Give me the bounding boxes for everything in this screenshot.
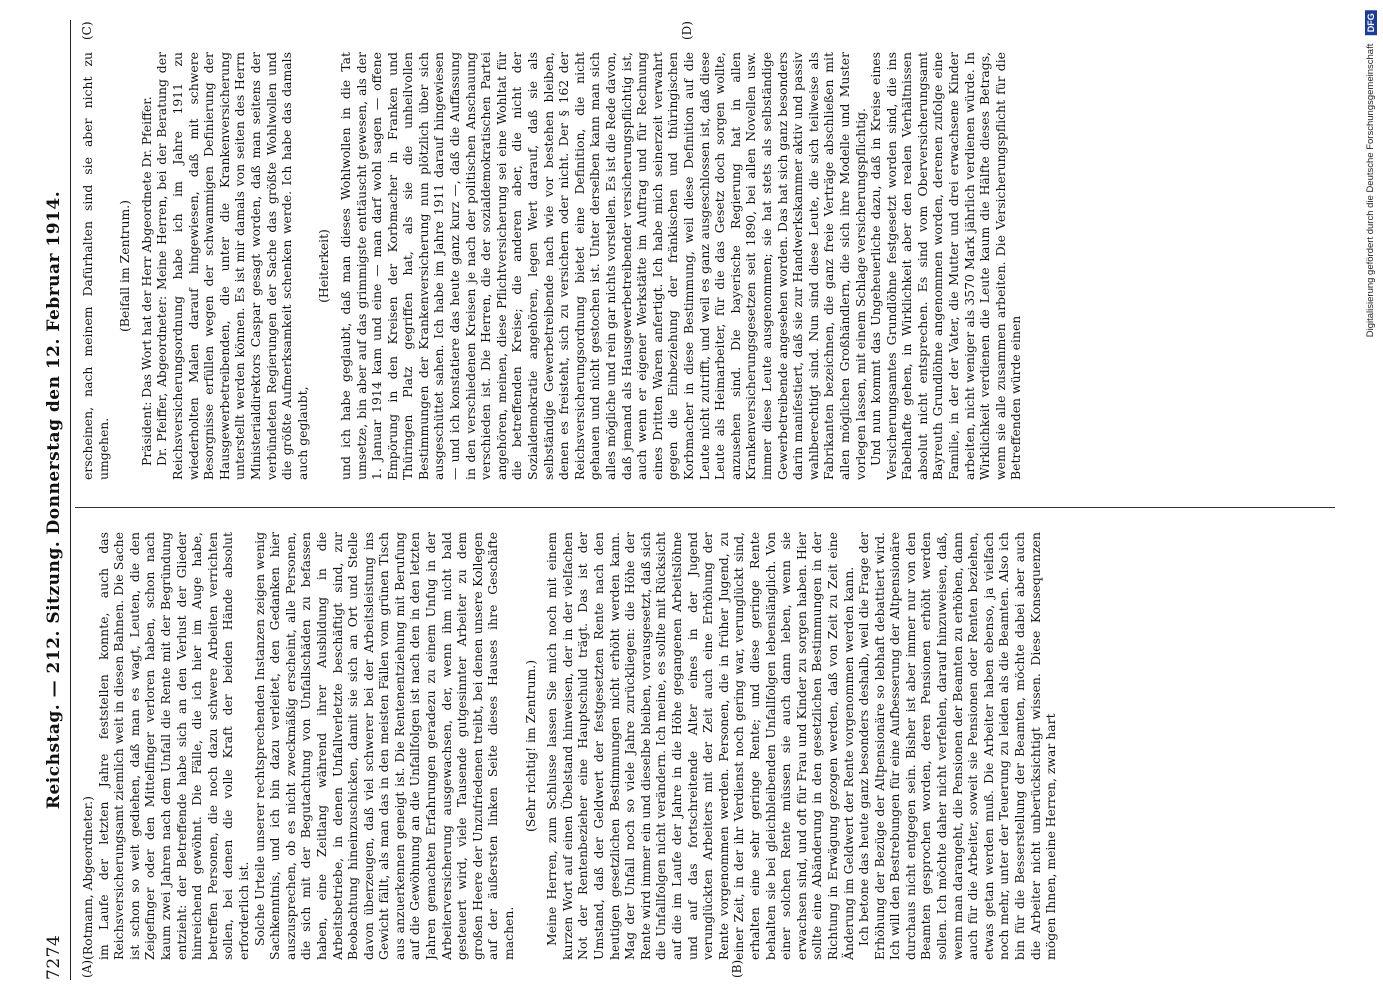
margin-marker-a: (A): [80, 959, 94, 978]
paragraph: Meine Herren, zum Schlusse lassen Sie mich noch mit einem kurzen Wort auf einen Übelstand hinweisen, der in der vielfachen Not der Rentenbezieher eine Hauptschuld trägt. Das ist der Umstand, daß der Geldwert der festgesetzten Rente nach den heutigen gesetzlichen Bestimmungen nicht erhöht werden kann. Mag der Unfall noch so viele Jahre zurückliegen: die Höhe der Rente wird immer ein und dieselbe bleiben, vorausgesetzt, daß sich die Unfallfolgen nicht verändern. Ich meine, es sollte mit Rücksicht auf die im Laufe der Jahre in die Höhe gegangenen Arbeitslöhne und auf das fortschreitende Alter eines in der Jugend verunglückten Arbeiters mit der Zeit auch eine Erhöhung der Rente vorgenommen werden. Personen, die in früher Jugend, zu einer Zeit, in der ihr Verdienst noch gering war, verunglückt sind, erhalten eine sehr geringe Rente; und diese geringe Rente behalten sie bei gleichbleibenden Unfallfolgen lebenslänglich. Von einer solchen Rente müssen sie auch dann leben, wenn sie erwachsen sind, und oft für Frau und Kinder zu sorgen haben. Hier sollte eine Abänderung in den gesetzlichen Bestimmungen in der Richtung in Erwägung gezogen werden, daß von Zeit zu Zeit eine Änderung im Geldwert der Rente vorgenommen werden kann.: [544, 532, 856, 960]
right-column: [80, 52, 1335, 480]
paragraph: Ich betone das heute ganz besonders deshalb, weil die Frage der Erhöhung der Bezüge der Altpensionäre so lebhaft debattiert wird. Ich will den Bestrebungen für eine Aufbesserung der Altpensionäre durchaus nicht entgegen sein. Bisher ist aber immer nur von den Beamten gesprochen worden, deren Pensionen erhöht werden sollen. Ich möchte daher nicht verfehlen, darauf hinzuweisen, daß, wenn man darangeht, die Pensionen der Beamten zu erhöhen, dann auch für die Arbeiter, soweit sie Pensionen oder Renten beziehen, etwas getan werden muß. Die Arbeiter haben ebenso, ja vielfach noch mehr, unter der Teuerung zu leiden als die Beamten. Also ich bin für die Besserstellung der Beamten, möchte dabei aber auch die Arbeiter nicht unberücksichtigt wissen. Diese Konsequenzen mögen Ihnen, meine Herren, zwar hart: [856, 532, 1059, 960]
margin-marker-b: (B): [730, 959, 744, 978]
credit-text: Digitalisierung gefördert durch die Deutsche Forschungsgemeinschaft: [1365, 43, 1376, 338]
dfg-logo: DFG: [1365, 10, 1377, 35]
document-page: [40, 20, 1340, 980]
paragraph: und ich habe geglaubt, daß man dieses Wohlwollen in die Tat umsetze, bin aber auf das grimmigste enttäuscht gewesen, als der 1. Januar 1914 kam und eine — man darf wohl sagen — offene Empörung in den Kreisen der Korbmacher in Franken und Thüringen Platz gegriffen hat, als sie die unheilvollen Bestimmungen der Krankenversicherung nun plötzlich über sich ausgeschüttet sahen. Ich habe im Jahre 1911 darauf hingewiesen — und ich konstatiere das heute ganz kurz —, daß die Auffassung in den verschiedenen Kreisen je nach der politischen Anschauung verschieden ist. Die Herren, die der sozialdemokratischen Partei angehören, meinen, diese Pflichtversicherung sei eine Wohltat für die betreffenden Kreise; die anderen aber, die nicht der Sozialdemokratie angehören, legen Wert darauf, daß sie als selbständige Gewerbetreibende nach wie vor bestehen bleiben, denen es freisteht, sich zu versichern oder nicht. Der § 162 der Reichsversicherungsordnung bietet eine Definition, die nicht gehauen und nicht gestochen ist. Unter derselben kann man sich alles mögliche und rein gar nichts vorstellen. Es ist die Rede davon, daß jemand als Hausgewerbetreibender versicherungspflichtig ist, auch wenn er eigener Werkstätte im Auftrag und für Rechnung eines Dritten Waren anfertigt. Ich habe mich seinerzeit verwahrt gegen die Einbeziehung der fränkischen und thüringischen Korbmacher in diese Bestimmung, weil diese Definition auf die Leute nicht zutrifft, und weil es ganz ausgeschlossen ist, daß diese Leute als Heimarbeiter, für die das Gesetz doch sorgen wollte, anzusehen sind. Die bayerische Regierung hat in allen Krankenversicherungsgesetzen seit 1890, bei allen Novellen usw. immer diese Leute ausgenommen; sie hat stets als selbständige Gewerbetreibende angesehen worden. Das hat sich ganz besonders darin manifestiert, daß sie zur Handwerkskammer aktiv und passiv wahlberechtigt sind. Nun sind diese Leute, die sich teilweise als Fabrikanten bezeichnen, die ganz freie Verträge abschließen mit allen möglichen Großhändlern, die sich ihre Modelle und Muster vorlegen lassen, mit einem Schlage versicherungspflichtig.: [337, 52, 868, 480]
page-header: [40, 20, 71, 980]
interjection: (Sehr richtig! im Zentrum.): [522, 659, 538, 833]
interjection: (Heiterkeit): [316, 229, 332, 303]
paragraph: Solche Urteile unserer rechtsprechenden Instanzen zeigen wenig Sachkenntnis, und ich bin dazu verleitet, den Gedanken hier auszusprechen, ob es nicht zweckmäßig erscheint, alle Personen, die sich mit der Begutachtung von Unfallschäden zu befassen haben, eine Zeitlang während ihrer Ausbildung in die Arbeitsbetriebe, in denen Unfallverletzte beschäftigt sind, zur Beobachtung hineinzuschicken, damit sie sich an Ort und Stelle davon überzeugen, daß viel schwerer bei der Arbeitsleistung ins Gewicht fällt, als man das in den meisten Fällen vom grünen Tisch aus anzuerkennen geneigt ist. Die Rentenentziehung mit Berufung auf die Gewöhnung an die Unfallfolgen ist nach den in den letzten Jahren gemachten Erfahrungen geradezu zu einem Unfug in der Arbeiterversicherung ausgewachsen, der, wenn ihm nicht bald gesteuert wird, viele Tausende gutgesinnter Arbeiter zu dem großen Heere der Unzufriedenen treibt, bei denen unsere Kollegen auf der äußersten linken Seite dieses Hauses ihre Geschäfte machen.: [251, 532, 517, 960]
paragraph: erscheinen, nach meinem Dafürhalten sind sie aber nicht zu umgehen.: [80, 52, 111, 480]
interjection: (Beifall im Zentrum.): [117, 199, 133, 333]
margin-marker-d: (D): [680, 21, 694, 40]
paragraph: Und nun kommt das Ungeheuerliche dazu, daß in Kreise eines Versicherungsamtes Grundlöhne festgesetzt worden sind, die ins Fabelhafte gehen, in Wirklichkeit aber den realen Verhältnissen absolut nicht entsprechen. Es sind vom Oberversicherungsamt Bayreuth Grundlöhne angenommen worden, derenen zufolge eine Familie, in der der Vater, die Mutter und drei erwachsene Kinder arbeiten, nicht weniger als 3570 Mark jährlich verdienen würde. In Wirklichkeit verdienen die Leute kaum die Hälfte dieses Betrags, wenn sie alle zusammen arbeiten. Die Versicherungspflicht für die Betreffenden würde einen: [868, 52, 1024, 480]
paragraph: im Laufe der letzten Jahre feststellen konnte, auch das Reichsversicherungsamt ziemlich weit in diesen Bahnen. Die Sache ist schon so weit gediehen, daß man es wagt, Leuten, die den Zeigefinger oder den Mittelfinger verloren haben, schon nach kaum zwei Jahren nach dem Unfall die Rente mit der Begründung entzieht: der Betreffende habe sich an den Verlust der Glieder hinreichend gewöhnt. Die Fälle, die ich hier im Auge habe, betreffen Personen, die noch dazu schwere Arbeiten verrichten sollen, bei denen die volle Kraft der beiden Hände absolut erforderlich ist.: [95, 532, 251, 960]
page-number: 7274: [44, 934, 64, 980]
speaker-tag: (Rotmann, Abgeordneter.): [80, 796, 95, 960]
digitization-credit: [1365, 10, 1377, 337]
page-title: Reichstag. — 212. Sitzung. Donnerstag den 12. Februar 1914.: [44, 190, 64, 810]
paragraph: Dr. Pfeiffer, Abgeordneter: Meine Herren, bei der Beratung der Reichsversicherungsordnung habe ich im Jahre 1911 zu wiederholten Malen darauf hingewiesen, daß mit schwere Besorgnisse erfüllen wegen der schwammigen Definierung der Hausgewerbetreibenden, die unter die Krankenversicherung unterstellt werden können. Es ist mir damals von seiten des Herrn Ministerialdirektors Caspar gesagt worden, daß man seitens der verbündeten Regierungen der Sache das größte Wohlwollen und die größte Aufmerksamkeit schenken werde. Ich habe das damals auch geglaubt,: [154, 52, 310, 480]
margin-marker-c: (C): [80, 21, 94, 40]
paragraph: Präsident: Das Wort hat der Herr Abgeordnete Dr. Pfeiffer.: [138, 96, 154, 466]
left-column: [80, 532, 1335, 960]
column-divider: [75, 507, 1335, 508]
